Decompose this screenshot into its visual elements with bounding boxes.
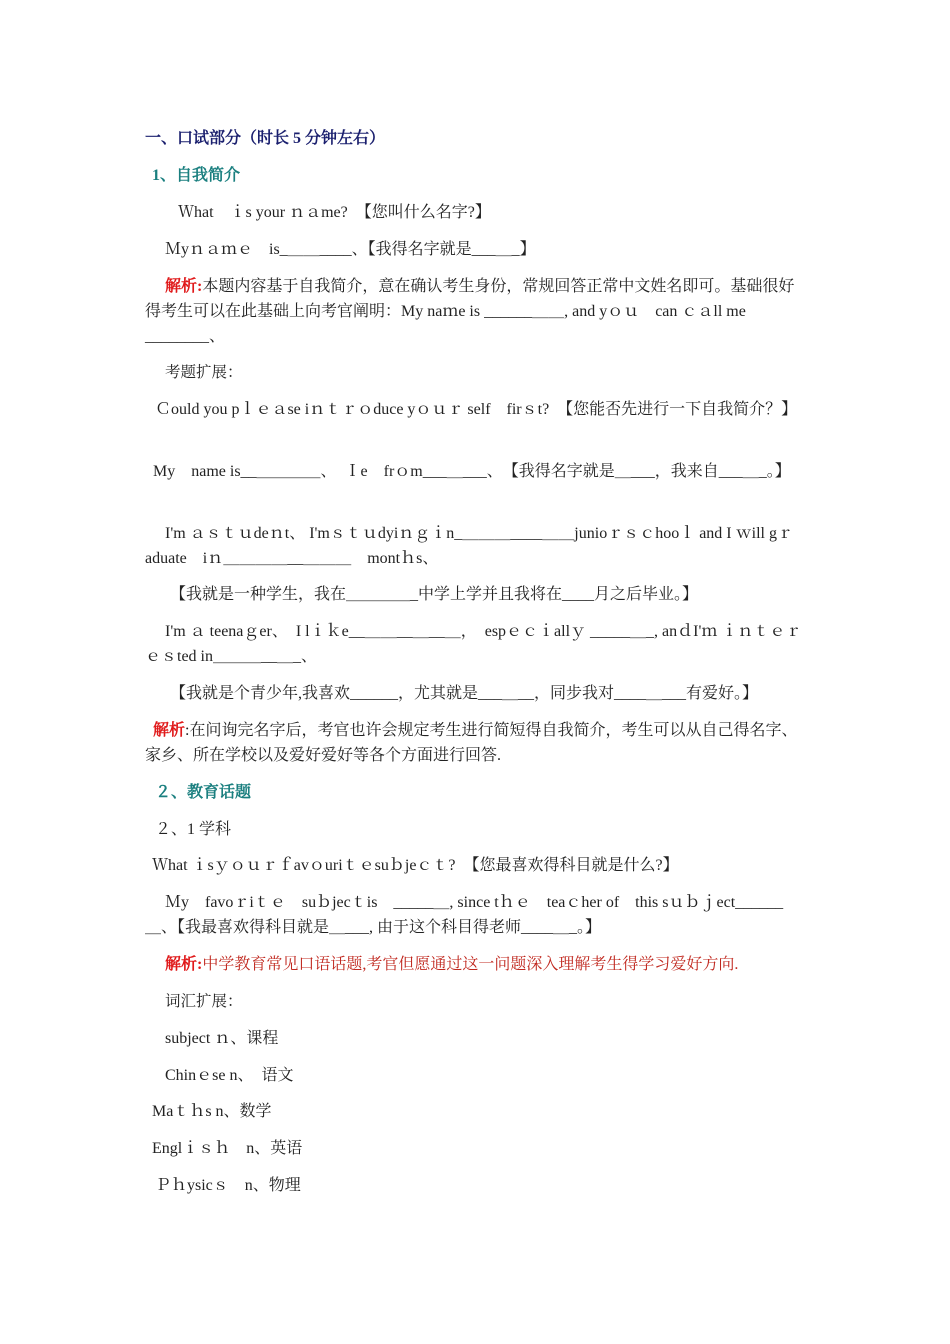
analysis-label: 解析 [153, 722, 186, 739]
analysis-text: 中学教育常见口语话题,考官但愿通过这一问题深入理解考生得学习爱好方向. [202, 956, 739, 973]
analysis-paragraph-2 [145, 718, 805, 768]
vocab-label: 词汇扩展： [165, 992, 243, 1010]
extension-answer-3: I'm ａ teenaｇer、 I lｉｋe__＿＿__＿__＿， espｅｃｉallｙ _____＿_, anｄI'ｍ ｉｎｔｅｒｅｓted in＿＿＿__＿_、 [145, 623, 802, 665]
analysis-text: 本题内容基于自我简介，意在确认考生身份，常规回答正常中文姓名即可。基础很好得考生可以在此基础上向考官阐明：My naｍe is ______＿＿, and yｏｕ can ｃａll me ________、 [145, 278, 795, 345]
analysis-paragraph-3 [165, 952, 738, 977]
answer-favorite-subject: Ｍy favoｒiｔｅ suｂjecｔis _____＿, since tｈｅ teaｃher of this sｕｂｊect______＿、【我最喜欢得科目就是＿___, 由于这个科目得老师____＿_。】 [145, 894, 784, 936]
extension-answer-1: My name is__＿＿＿＿、 Ｉe frｏm___＿___、 【我得名字就是＿___，我来自___＿_。】 [153, 463, 791, 480]
vocab-item: Maｔｈs n、数学 [152, 1103, 272, 1120]
extension-question: Ｃould you pｌｅａse iｎｔｒｏduce yｏｕｒ self firｓt? 【您能否先进行一下自我简介？】 [155, 401, 798, 418]
subsection-title-education: ２、教育话题 [155, 784, 252, 801]
extension-label: 考题扩展： [165, 363, 243, 381]
vocab-item: Englｉｓｈ n、英语 [152, 1140, 303, 1157]
subsection-subject: ２、1 学科 [155, 821, 232, 838]
subsection-title-self-intro: 1、自我简介 [152, 167, 241, 184]
analysis-label: 解析: [165, 278, 203, 295]
extension-answer-2: I'm ａｓｔｕdeｎt、 I'mｓｔｕdyiｎｇｉn_＿＿＿____＿＿junioｒｓｃhooｌ and I ｗill gｒaduate iｎ＿＿＿＿__＿＿＿ montｈs、 [145, 525, 793, 567]
question-name: Ｗhat ｉs your ｎａme? 【您叫什么名字?】 [178, 204, 491, 221]
question-favorite-subject: Ｗhat ｉsｙｏｕｒｆavｏuriｔｅsuｂjeｃｔ? 【您最喜欢得科目就是什么?】 [152, 857, 679, 874]
vocab-item: Ｐｈysicｓ n、物理 [155, 1177, 301, 1194]
analysis-paragraph-1 [145, 274, 805, 349]
section-title: 一、口试部分（时长 5 分钟左右） [145, 130, 386, 147]
vocab-item: subject ｎ、课程 [165, 1030, 279, 1047]
extension-answer-3-translation: 【我就是个青少年,我喜欢______，尤其就是___＿__，同步我对____＿___有爱好。】 [170, 685, 759, 702]
analysis-label: 解析: [165, 956, 203, 973]
answer-name: Ｍyｎａｍｅ is_＿＿____、【我得名字就是___＿_】 [165, 241, 536, 258]
vocab-item: Chinｅse n、 语文 [165, 1067, 294, 1084]
extension-answer-2-translation: 【我就是一种学生，我在＿＿＿＿_中学上学并且我将在____月之后毕业。】 [170, 586, 699, 603]
analysis-text: :在问询完名字后，考官也许会规定考生进行简短得自我简介，考生可以从自己得名字、家乡、所在学校以及爱好爱好等各个方面进行回答. [145, 722, 798, 764]
